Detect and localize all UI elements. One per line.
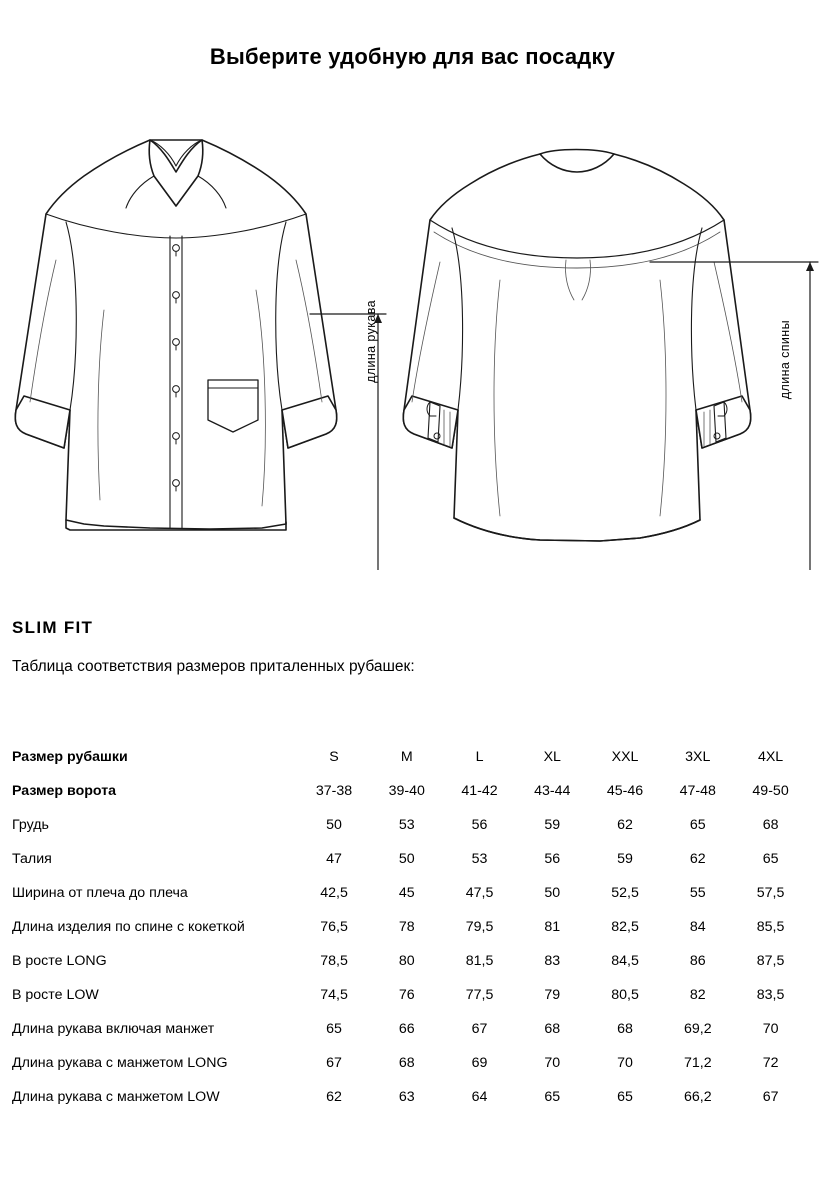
row-label: Длина изделия по спине с кокеткой (12, 919, 245, 935)
row-label: Длина рукава с манжетом LONG (12, 1055, 228, 1071)
row-value: 50 (544, 885, 561, 901)
row-value: 62 (326, 1089, 342, 1105)
table-row (12, 978, 807, 1012)
size-table-head (12, 740, 807, 774)
row-value: 62 (617, 817, 633, 833)
size-table (12, 740, 807, 1114)
row-value: 80,5 (611, 987, 639, 1003)
table-col-header-0: Размер рубашки (12, 749, 128, 765)
row-value: 72 (762, 1055, 779, 1071)
row-value: 47-48 (679, 783, 716, 799)
row-value: 50 (326, 817, 342, 833)
row-value: 56 (544, 851, 561, 867)
row-label: В росте LONG (12, 953, 107, 969)
table-col-header-7: 4XL (757, 749, 784, 765)
row-value: 70 (544, 1055, 561, 1071)
row-value: 83 (544, 953, 561, 969)
row-label: Талия (12, 851, 52, 867)
row-value: 43-44 (534, 783, 571, 799)
row-value: 64 (471, 1089, 488, 1105)
table-row (12, 808, 807, 842)
row-value: 52,5 (611, 885, 639, 901)
row-value: 45-46 (606, 783, 644, 799)
row-value: 50 (398, 851, 415, 867)
row-value: 65 (326, 1021, 342, 1037)
shirt-illustration (0, 110, 825, 570)
table-row (12, 944, 807, 978)
row-label: Длина рукава с манжетом LOW (12, 1089, 220, 1105)
row-value: 68 (617, 1021, 633, 1037)
row-value: 66,2 (683, 1089, 712, 1105)
row-value: 53 (471, 851, 488, 867)
row-value: 68 (398, 1055, 415, 1071)
table-col-header-3: L (475, 749, 484, 765)
fit-name: SLIM FIT (12, 618, 94, 637)
row-value: 42,5 (320, 885, 348, 901)
row-value: 71,2 (683, 1055, 712, 1071)
row-value: 37-38 (315, 783, 353, 799)
table-row (12, 1046, 807, 1080)
row-value: 70 (617, 1055, 633, 1071)
shirt-back-view (403, 150, 750, 542)
row-value: 77,5 (465, 987, 494, 1003)
row-value: 82,5 (611, 919, 639, 935)
back-length-label: длина спины (778, 320, 792, 400)
row-value: 76,5 (320, 919, 348, 935)
row-value: 78 (398, 919, 415, 935)
row-value: 57,5 (756, 885, 785, 901)
row-value: 83,5 (756, 987, 785, 1003)
row-value: 85,5 (756, 919, 785, 935)
row-label: Размер ворота (12, 783, 117, 799)
row-value: 78,5 (320, 953, 348, 969)
size-table-wrap (12, 740, 812, 1114)
row-label: Ширина от плеча до плеча (12, 885, 188, 901)
row-value: 81,5 (465, 953, 494, 969)
row-value: 69 (471, 1055, 488, 1071)
row-value: 74,5 (320, 987, 348, 1003)
row-value: 69,2 (683, 1021, 712, 1037)
row-value: 41-42 (461, 783, 498, 799)
table-row (12, 910, 807, 944)
row-value: 79 (544, 987, 561, 1003)
row-value: 55 (689, 885, 706, 901)
table-col-header-2: M (400, 749, 413, 765)
row-value: 59 (544, 817, 561, 833)
row-value: 67 (326, 1055, 342, 1071)
row-value: 87,5 (756, 953, 785, 969)
page-title: Выберите удобную для вас посадку (209, 44, 616, 69)
table-row (12, 774, 807, 808)
row-label: Длина рукава включая манжет (12, 1021, 215, 1037)
row-value: 86 (689, 953, 706, 969)
row-value: 84,5 (611, 953, 639, 969)
row-value: 63 (398, 1089, 415, 1105)
row-value: 66 (398, 1021, 415, 1037)
row-value: 59 (617, 851, 633, 867)
row-value: 70 (762, 1021, 779, 1037)
row-value: 79,5 (465, 919, 494, 935)
shirt-diagram-svg (0, 110, 825, 570)
table-header-row (12, 740, 807, 774)
row-value: 80 (398, 953, 415, 969)
row-value: 76 (398, 987, 415, 1003)
row-value: 68 (544, 1021, 561, 1037)
row-value: 53 (398, 817, 415, 833)
table-row (12, 1012, 807, 1046)
row-value: 45 (398, 885, 415, 901)
size-table-body (12, 774, 807, 1114)
row-value: 65 (762, 851, 779, 867)
table-col-header-1: S (329, 749, 339, 765)
table-row (12, 842, 807, 876)
shirt-front-view (15, 140, 336, 530)
table-col-header-4: XL (543, 749, 561, 765)
table-col-header-5: XXL (611, 749, 639, 765)
row-value: 39-40 (388, 783, 425, 799)
table-col-header-6: 3XL (685, 749, 711, 765)
row-value: 68 (762, 817, 779, 833)
row-value: 62 (689, 851, 706, 867)
row-value: 82 (689, 987, 706, 1003)
row-value: 47 (326, 851, 342, 867)
row-value: 81 (544, 919, 561, 935)
row-value: 47,5 (465, 885, 494, 901)
sleeve-length-label: длина рукава (364, 300, 378, 383)
table-row (12, 876, 807, 910)
row-value: 67 (471, 1021, 488, 1037)
row-value: 67 (762, 1089, 779, 1105)
table-subtitle: Таблица соответствия размеров приталенных рубашек: (12, 658, 415, 675)
row-label: Грудь (12, 817, 49, 833)
row-value: 84 (689, 919, 706, 935)
row-value: 65 (689, 817, 706, 833)
table-row (12, 1080, 807, 1114)
row-label: В росте LOW (12, 987, 99, 1003)
row-value: 65 (617, 1089, 633, 1105)
row-value: 49-50 (752, 783, 789, 799)
row-value: 65 (544, 1089, 561, 1105)
row-value: 56 (471, 817, 488, 833)
